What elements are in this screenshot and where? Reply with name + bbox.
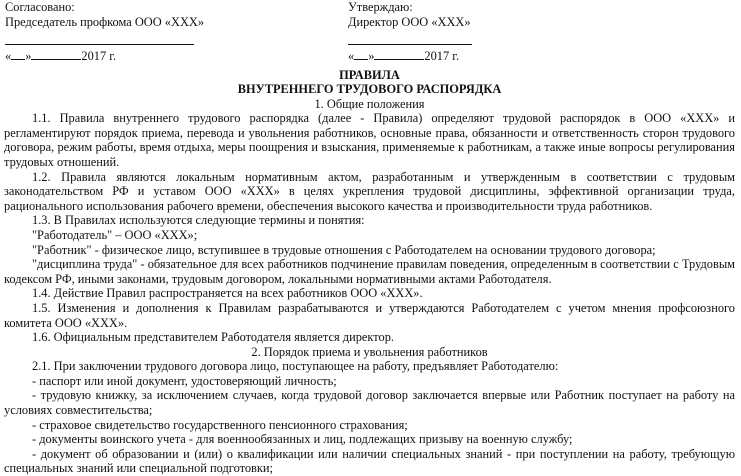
term-employer: "Работодатель" – ООО «ХХХ»; bbox=[32, 227, 198, 242]
document-body bbox=[4, 69, 735, 476]
approval-block-agreed bbox=[5, 0, 335, 65]
date-line bbox=[348, 48, 708, 64]
list-item: - страховое свидетельство государственного пенсионного страхования; bbox=[32, 417, 408, 432]
approval-position: Председатель профкома ООО «ХХХ» bbox=[5, 15, 205, 30]
approval-position: Директор ООО «ХХХ» bbox=[348, 15, 471, 30]
date-line bbox=[5, 48, 335, 64]
list-item: - документы воинского учета - для военнообязанных и лиц, подлежащих призыву на военную службу; bbox=[32, 432, 573, 447]
date-quote-open: « bbox=[5, 49, 12, 64]
day-blank bbox=[11, 48, 25, 60]
paragraph-1-2: 1.2. Правила являются локальным нормативным актом, разработанным и утвержденным в соответствии с трудовым законодательством РФ и уставом ООО «ХХХ» в целях укрепления трудовой дисциплины, эффективной организации труда, рационального использования рабочего времени, обеспечения высокого качества и производительности труда работников. bbox=[4, 169, 735, 213]
date-year: 2017 г. bbox=[424, 49, 460, 64]
paragraph-1-3: 1.3. В Правилах используются следующие термины и понятия: bbox=[32, 213, 365, 228]
section-heading: 1. Общие положения bbox=[314, 96, 425, 111]
approval-heading: Согласовано: bbox=[5, 0, 75, 14]
document-subtitle: ВНУТРЕННЕГО ТРУДОВОГО РАСПОРЯДКА bbox=[237, 81, 502, 96]
date-quote-close: » bbox=[25, 49, 32, 64]
signature-line bbox=[5, 44, 194, 45]
date-quote-close: » bbox=[368, 49, 375, 64]
paragraph-1-5: 1.5. Изменения и дополнения к Правилам разрабатываются и утверждаются Работодателем с учетом мнения профсоюзного комитета ООО «ХХХ». bbox=[4, 300, 735, 330]
month-blank bbox=[31, 48, 81, 60]
section-heading: 2. Порядок приема и увольнения работников bbox=[251, 344, 488, 359]
approval-block-approved bbox=[348, 0, 708, 65]
paragraph-1-1: 1.1. Правила внутреннего трудового распорядка (далее - Правила) определяют трудовой распорядок в ООО «ХХХ» и регламентируют порядок приема, перевода и увольнения работников, основные права, обязанности и ответственность сторон трудового договора, режим работы, время отдыха, меры поощрения и взыскания, применяемые к работникам, а также иные вопросы регулирования трудовых отношений. bbox=[4, 111, 735, 169]
list-item: - трудовую книжку, за исключением случаев, когда трудовой договор заключается впервые или Работник поступает на работу на условиях совместительства; bbox=[4, 388, 735, 418]
term-discipline: "дисциплина труда" - обязательное для всех работников подчинение правилам поведения, определенным в соответствии с Трудовым кодексом РФ, иными законами, трудовым договором, локальными нормативными актами Работодателя. bbox=[4, 257, 735, 286]
paragraph-2-1: 2.1. При заключении трудового договора лицо, поступающее на работу, предъявляет Работодателю: bbox=[32, 359, 559, 374]
date-year: 2017 г. bbox=[81, 49, 117, 64]
paragraph-1-6: 1.6. Официальным представителем Работодателя является директор. bbox=[32, 330, 394, 345]
approval-heading: Утверждаю: bbox=[348, 0, 413, 14]
month-blank bbox=[374, 48, 424, 60]
list-item: - паспорт или иной документ, удостоверяющий личность; bbox=[32, 373, 337, 388]
document-title: ПРАВИЛА bbox=[339, 68, 400, 82]
paragraph-1-4: 1.4. Действие Правил распространяется на всех работников ООО «ХХХ». bbox=[32, 286, 423, 301]
date-quote-open: « bbox=[348, 49, 355, 64]
day-blank bbox=[354, 48, 368, 60]
signature-line bbox=[348, 44, 472, 45]
list-item: - документ об образовании и (или) о квалификации или наличии специальных знаний - при поступлении на работу, требующую специальных знаний или специальной подготовки; bbox=[4, 446, 735, 476]
term-employee: "Работник" - физическое лицо, вступившее в трудовые отношения с Работодателем на основании трудового договора; bbox=[32, 242, 656, 257]
